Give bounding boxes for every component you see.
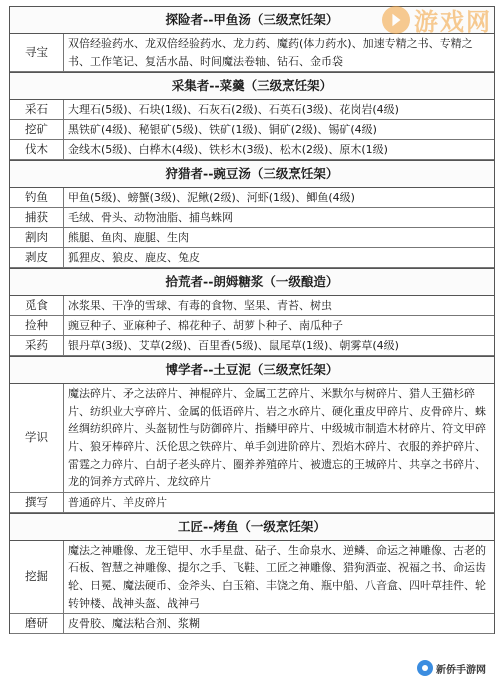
row-content: 魔法碎片、矛之法碎片、神棍碎片、金属工艺碎片、米默尔与树碎片、猎人王猫杉碎片、纺织业大亨碎片、金属的低语碎片、岩之水碎片、硬化重皮甲碎片、皮骨碎片、蛛丝绸纺织碎片、头盔韧性与防御碎片、指鳞甲碎片、中级城市制造木材碎片、符文甲碎片、狼牙棒碎片、沃伦思之铁碎片、单手剑进阶碎片、烈焰木碎片、衣服的养护碎片、雷霆之力碎片、白胡子老头碎片、圈养养殖碎片、被遗忘的王城碎片、共享之书碎片、龙的饲养方式碎片、龙纹碎片 xyxy=(68,387,486,489)
row-content: 双倍经验药水、龙双倍经验药水、龙力药、魔药(体力药水)、加速专精之书、专精之书、工作笔记、复活水晶、时间魔法卷轴、钻石、金币袋 xyxy=(68,37,473,68)
watermark-bottom xyxy=(415,659,492,677)
table-row xyxy=(10,493,494,513)
row-content: 金线木(5级)、白桦木(4级)、铁杉木(3级)、松木(2级)、原木(1级) xyxy=(68,143,388,157)
row-content: 豌豆种子、亚麻种子、棉花种子、胡萝卜种子、南瓜种子 xyxy=(68,319,343,333)
watermark-logo-icon xyxy=(382,6,410,34)
row-content: 普通碎片、羊皮碎片 xyxy=(68,495,167,509)
row-label: 采药 xyxy=(10,336,64,355)
row-content: 冰浆果、干净的雪球、有毒的食物、坚果、青苔、树虫 xyxy=(68,299,332,313)
row-content: 毛绒、骨头、动物油脂、捕鸟蛛网 xyxy=(68,211,233,225)
section-title-artisan: 工匠--烤鱼（一级烹饪架） xyxy=(10,513,494,541)
row-content: 大理石(5级)、石块(1级)、石灰石(2级)、石英石(3级)、花岗岩(4级) xyxy=(68,103,399,117)
row-label: 剥皮 xyxy=(10,248,64,267)
watermark-bottom-text: 新侨手游网 xyxy=(436,664,486,676)
row-label: 学识 xyxy=(10,384,64,492)
table-row xyxy=(10,541,494,614)
row-content: 甲鱼(5级)、螃蟹(3级)、泥鳅(2级)、河虾(1级)、鲫鱼(4级) xyxy=(68,191,355,205)
section-title-gatherer: 采集者--菜羹（三级烹饪架） xyxy=(10,72,494,100)
row-label: 捕获 xyxy=(10,208,64,227)
section-title-hunter: 狩猎者--豌豆汤（三级烹饪架） xyxy=(10,160,494,188)
row-label: 采石 xyxy=(10,100,64,119)
section-title-scholar: 博学者--土豆泥（三级烹饪架） xyxy=(10,356,494,384)
table-row xyxy=(10,34,494,72)
row-content: 狐狸皮、狼皮、鹿皮、兔皮 xyxy=(68,251,200,265)
watermark-top-text: 游戏网 xyxy=(414,8,492,36)
row-content: 魔法之神雕像、龙王铠甲、水手星盘、砧子、生命泉水、逆鳞、命运之神雕像、古老的石板、智慧之神雕像、提尔之手、飞鞋、工匠之神雕像、猎狗酒壶、祝福之书、命运齿轮、日冕、魔法硬币、金斧头、白玉箱、丰饶之角、瓶中船、八音盒、四叶草挂件、轮转钟楼、战神头盔、战神弓 xyxy=(68,543,486,610)
table-row xyxy=(10,100,494,120)
row-label: 撰写 xyxy=(10,493,64,512)
table-row xyxy=(10,248,494,268)
row-label: 觅食 xyxy=(10,296,64,315)
section-title-explorer: 探险者--甲鱼汤（三级烹饪架） xyxy=(10,6,494,34)
row-label: 钓鱼 xyxy=(10,188,64,207)
table-row xyxy=(10,228,494,248)
table-row xyxy=(10,140,494,160)
table-row xyxy=(10,384,494,493)
row-content: 银丹草(3级)、艾草(2级)、百里香(5级)、鼠尾草(1级)、朝雾草(4级) xyxy=(68,339,399,353)
table-row xyxy=(10,208,494,228)
row-label: 寻宝 xyxy=(10,34,64,71)
row-label: 伐木 xyxy=(10,140,64,159)
table-row xyxy=(10,316,494,336)
recipe-document xyxy=(9,6,495,634)
row-label: 挖矿 xyxy=(10,120,64,139)
row-label: 磨研 xyxy=(10,614,64,633)
row-label: 割肉 xyxy=(10,228,64,247)
watermark-gamepad-icon xyxy=(417,660,433,676)
table-row xyxy=(10,188,494,208)
row-content: 熊腿、鱼肉、鹿腿、生肉 xyxy=(68,231,189,245)
table-row xyxy=(10,120,494,140)
table-row xyxy=(10,614,494,634)
table-row xyxy=(10,296,494,316)
section-title-scavenger: 拾荒者--朗姆糖浆（一级酿造） xyxy=(10,268,494,296)
row-content: 皮骨胶、魔法粘合剂、浆糊 xyxy=(68,617,200,631)
watermark-top xyxy=(382,2,492,37)
row-label: 挖掘 xyxy=(10,541,64,613)
table-row xyxy=(10,336,494,356)
row-content: 黑铁矿(4级)、秘银矿(5级)、铁矿(1级)、铜矿(2级)、锡矿(4级) xyxy=(68,123,377,137)
row-label: 捡种 xyxy=(10,316,64,335)
